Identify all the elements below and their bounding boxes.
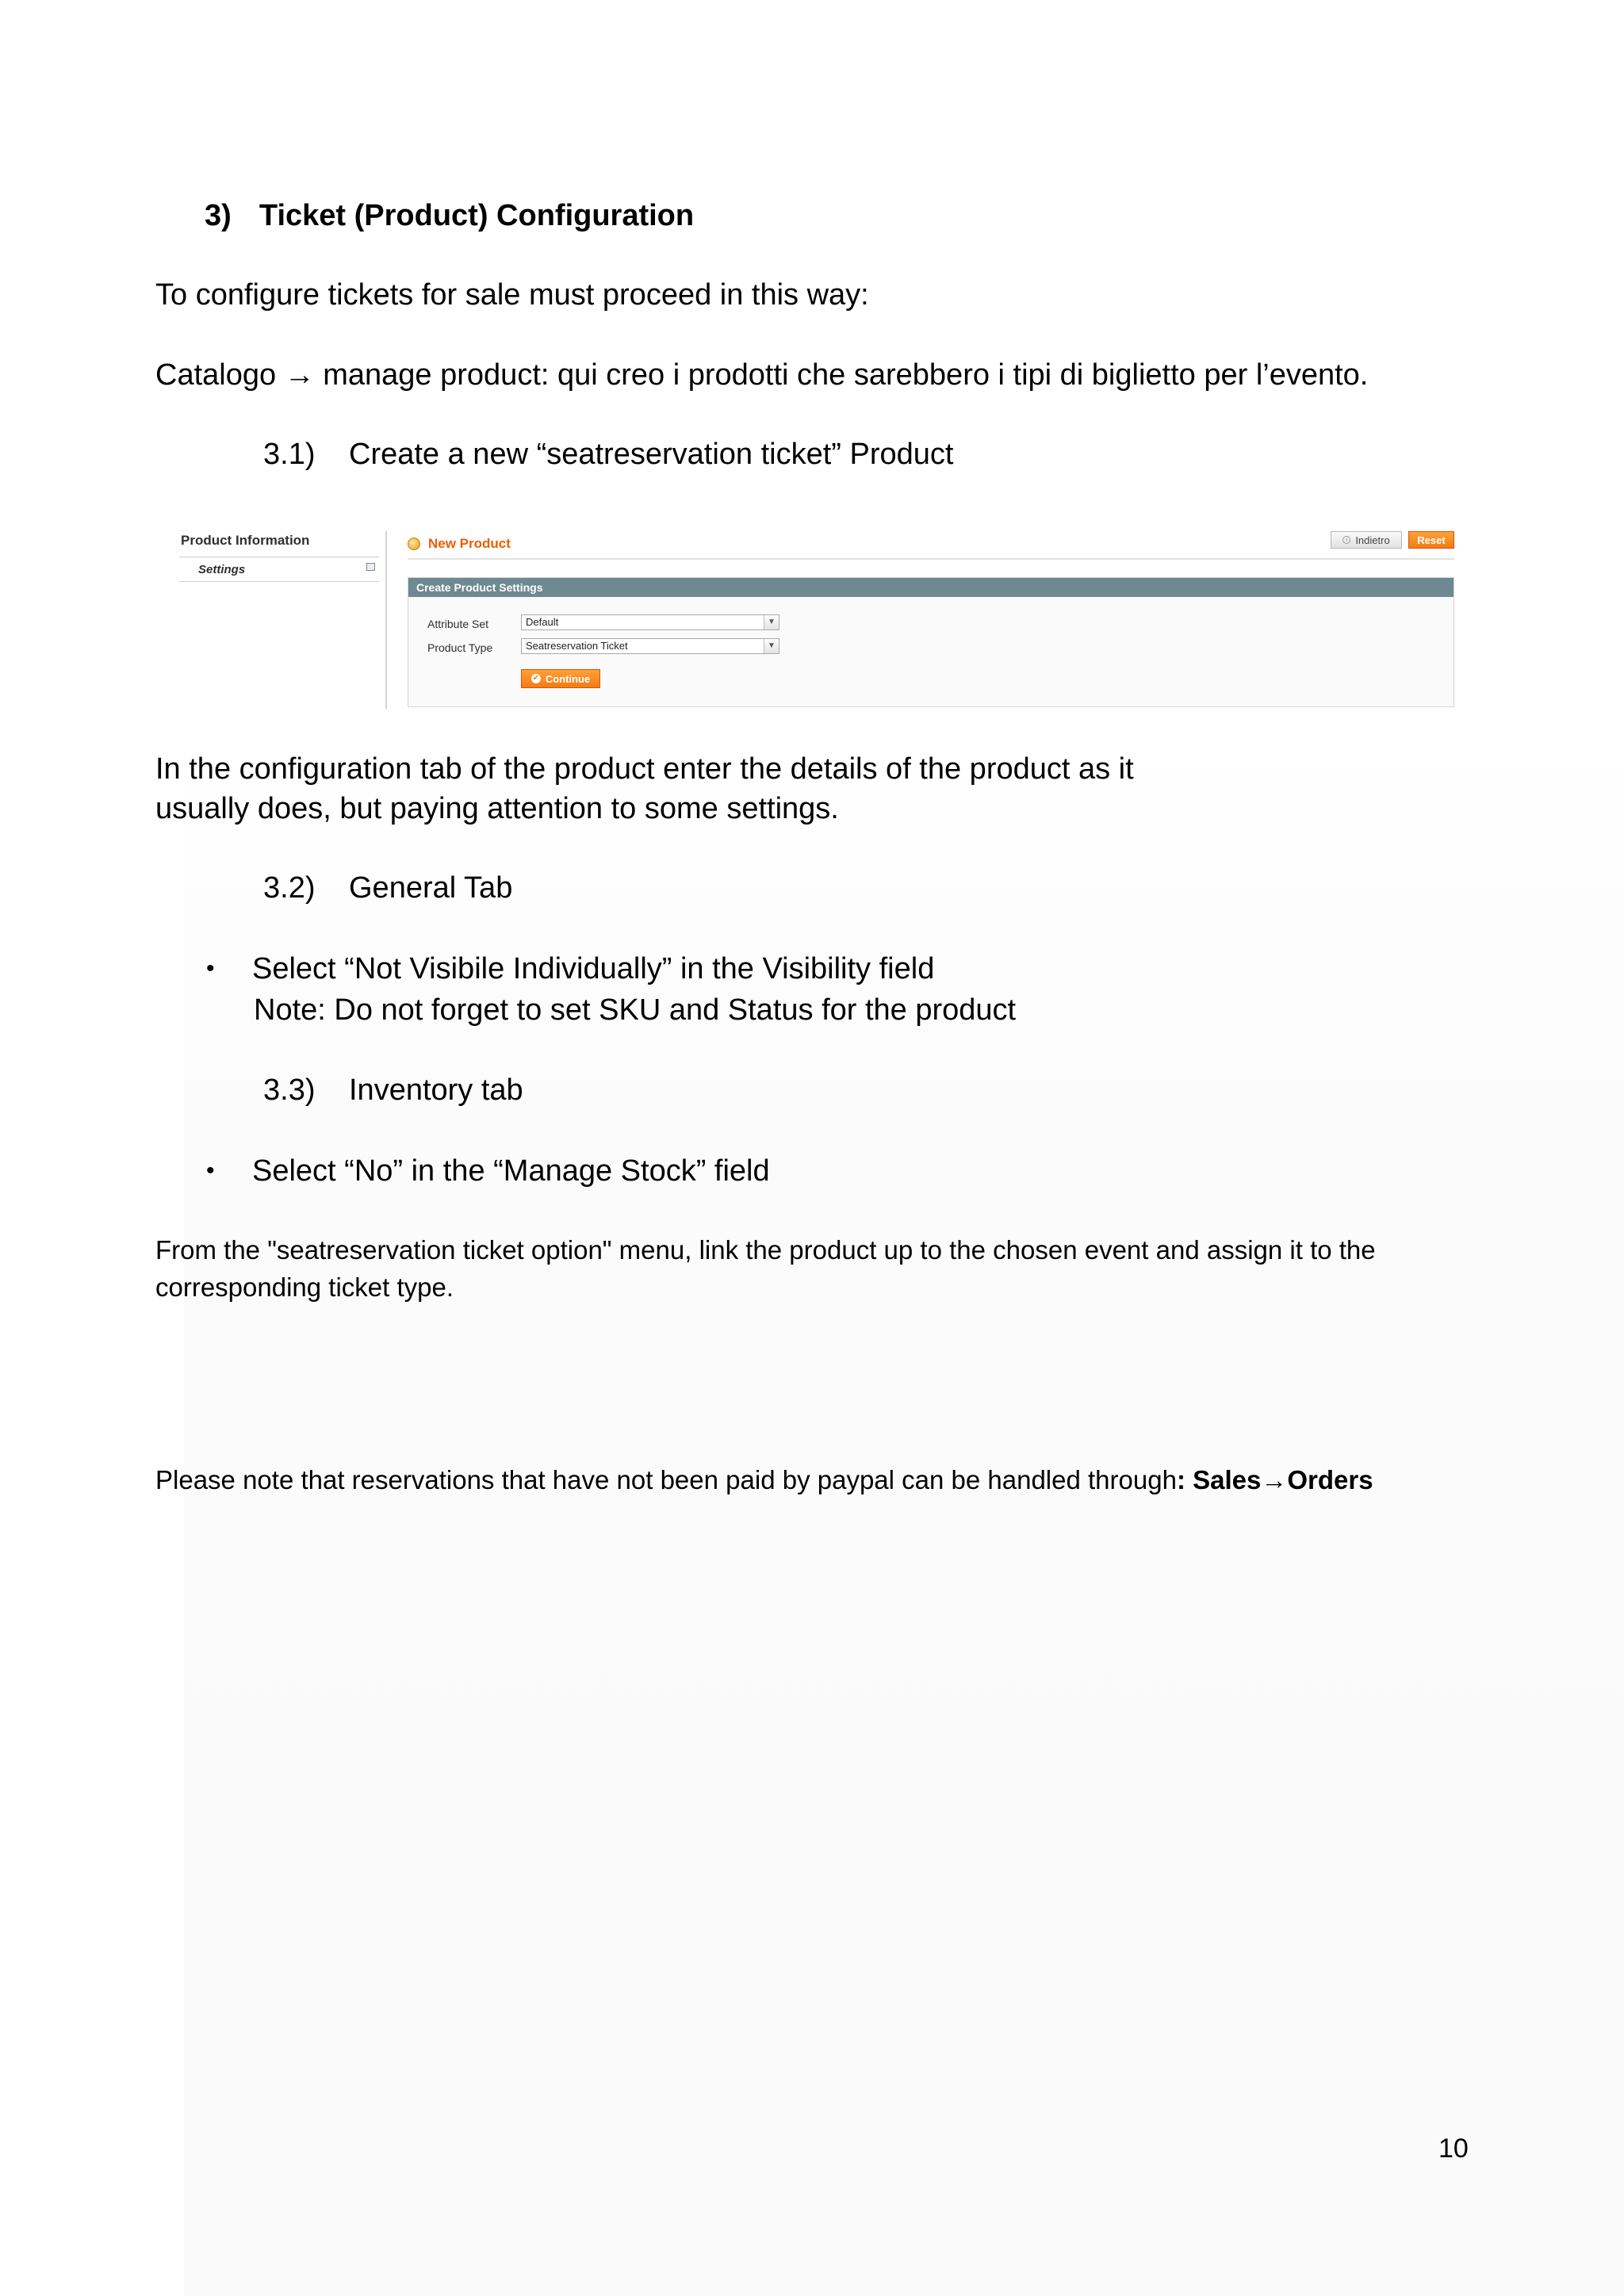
attribute-set-value: Default xyxy=(526,616,559,628)
continue-button-label: Continue xyxy=(545,672,591,685)
section-number: 3) xyxy=(205,199,232,232)
sidebar-title: Product Information xyxy=(181,533,310,548)
back-button[interactable] xyxy=(1331,531,1402,549)
option-menu-paragraph: From the "seatreservation ticket option" menu, link the product up to the chosen event and assign it to the corresponding ticket type. xyxy=(155,1235,1376,1302)
section-heading xyxy=(205,195,694,236)
sidebar-divider-bottom xyxy=(179,581,379,582)
bullet-icon: • xyxy=(206,955,215,982)
bullet-visibility: Select “Not Visibile Individually” in the Visibility field xyxy=(252,952,935,985)
section-title: Ticket (Product) Configuration xyxy=(259,199,695,232)
config-paragraph-line2: usually does, but paying attention to some settings. xyxy=(155,792,839,825)
product-type-value: Seatreservation Ticket xyxy=(526,640,628,652)
intro-paragraph: To configure tickets for sale must proceed in this way: xyxy=(155,278,869,312)
back-icon: ‹ xyxy=(1342,536,1350,544)
header-divider xyxy=(408,558,1454,560)
back-button-label: Indietro xyxy=(1355,534,1390,546)
config-paragraph-line1: In the configuration tab of the product enter the details of the product as it xyxy=(155,752,1134,786)
admin-screenshot xyxy=(155,514,1464,709)
subsection-3-1 xyxy=(263,434,953,475)
catalog-prefix: Catalogo xyxy=(155,358,277,392)
new-product-icon xyxy=(408,538,420,550)
sidebar-border xyxy=(385,531,387,709)
check-icon: ✔ xyxy=(532,674,540,683)
bullet-manage-stock: Select “No” in the “Manage Stock” field xyxy=(252,1154,770,1188)
page-number: 10 xyxy=(1438,2133,1469,2164)
panel-title: Create Product Settings xyxy=(408,578,1454,597)
subsection-title: General Tab xyxy=(349,871,513,905)
product-type-label: Product Type xyxy=(427,641,493,654)
reset-button[interactable]: Reset xyxy=(1408,531,1454,549)
catalog-paragraph xyxy=(155,354,1368,396)
subsection-title: Inventory tab xyxy=(349,1073,523,1107)
chevron-down-icon: ▼ xyxy=(764,615,779,629)
note-text: Please note that reservations that have not been paid by paypal can be handled through xyxy=(155,1465,1177,1494)
product-type-select[interactable] xyxy=(521,638,779,654)
note-paragraph xyxy=(155,1461,1373,1498)
save-icon xyxy=(366,563,375,571)
note-path: : Sales→Orders xyxy=(1176,1465,1373,1494)
chevron-down-icon: ▼ xyxy=(764,639,779,653)
attribute-set-label: Attribute Set xyxy=(427,618,489,630)
subsection-3-2 xyxy=(263,867,512,909)
attribute-set-select[interactable] xyxy=(521,614,779,630)
bullet-note: Note: Do not forget to set SKU and Status for the product xyxy=(254,993,1017,1027)
create-product-settings-panel xyxy=(408,577,1454,707)
subsection-number: 3.2) xyxy=(263,871,316,905)
catalog-rest: manage product: qui creo i prodotti che sarebbero i tipi di biglietto per l’evento. xyxy=(314,358,1369,392)
arrow-icon: → xyxy=(284,358,315,392)
subsection-number: 3.3) xyxy=(263,1073,316,1107)
sidebar-item-settings[interactable]: Settings xyxy=(198,563,246,576)
continue-button[interactable] xyxy=(521,669,600,688)
page-title: New Product xyxy=(428,536,511,551)
subsection-number: 3.1) xyxy=(263,438,316,471)
bullet-icon: • xyxy=(206,1158,215,1184)
subsection-title: Create a new “seatreservation ticket” Product xyxy=(349,438,954,471)
subsection-3-3 xyxy=(263,1070,523,1111)
